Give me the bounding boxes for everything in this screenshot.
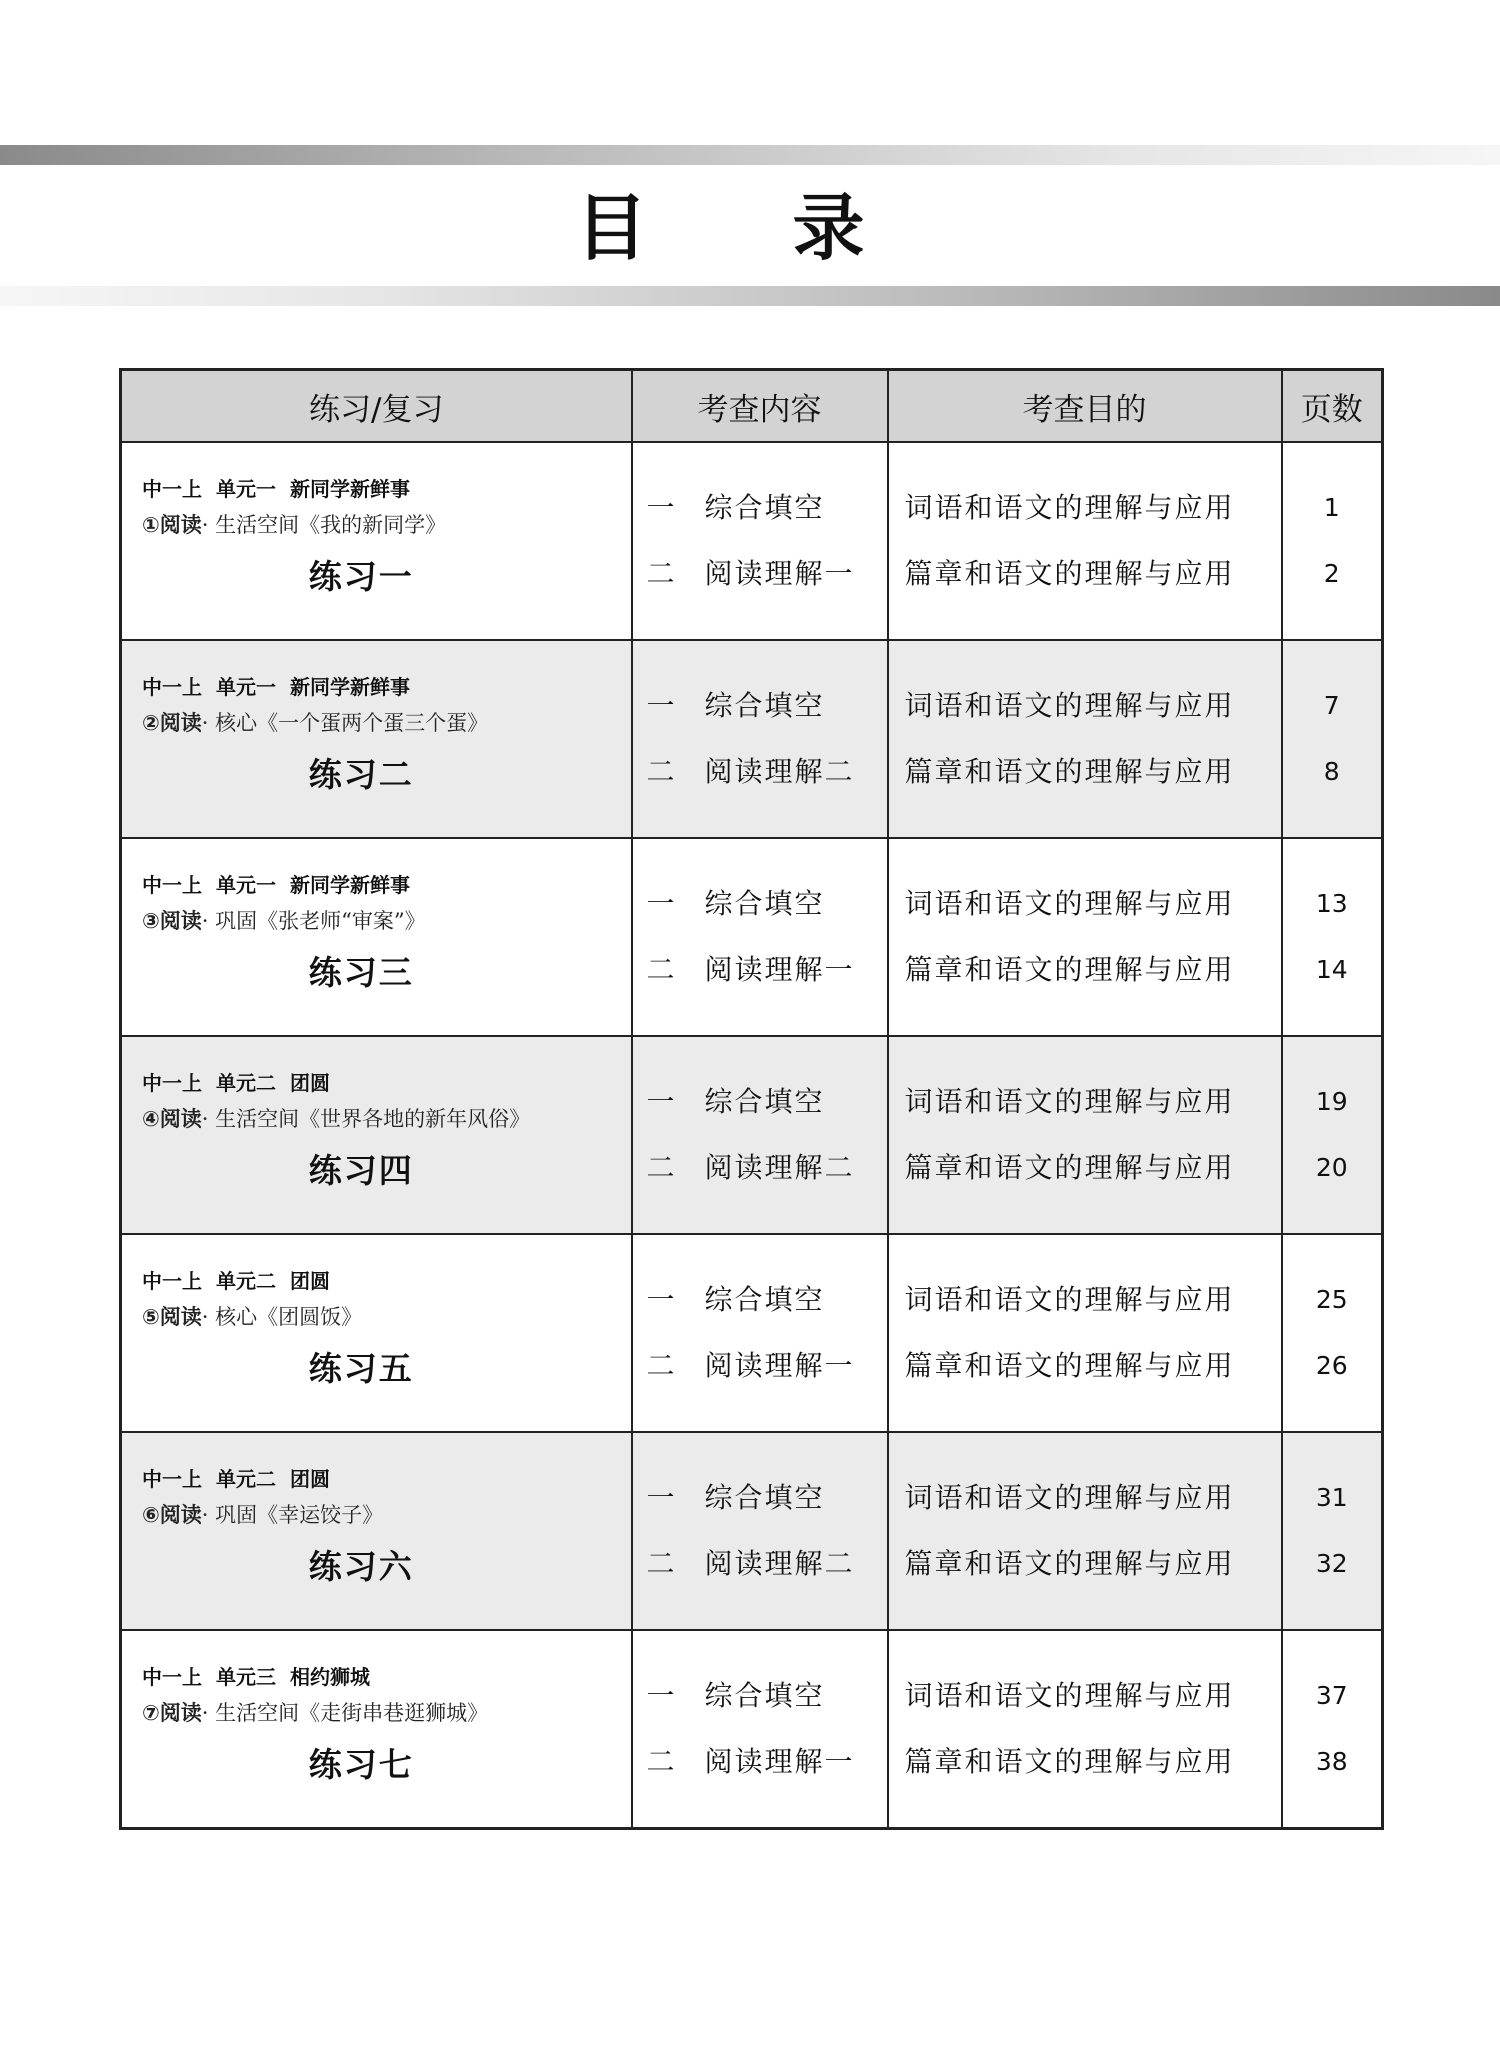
toc-header-row (121, 370, 1383, 443)
unit-line (142, 870, 631, 900)
exercise-cell (121, 1432, 632, 1630)
unit-theme: 新同学新鲜事 (290, 675, 410, 699)
unit-grade: 中一上 (142, 1269, 202, 1293)
reading-label: ①阅读 (142, 513, 202, 537)
content-number: 一 (646, 491, 677, 524)
content-item (647, 1729, 887, 1795)
purpose-text: 篇章和语文的理解与应用 (904, 953, 1235, 986)
unit-grade: 中一上 (142, 1071, 202, 1095)
unit-theme: 团圆 (290, 1269, 330, 1293)
reading-label: ⑦阅读 (142, 1701, 202, 1725)
content-item (647, 1135, 887, 1201)
purpose-cell (888, 1234, 1282, 1432)
toc-body (121, 442, 1383, 1829)
purpose-text: 篇章和语文的理解与应用 (904, 1349, 1235, 1382)
page-title: 目 录 (575, 186, 925, 270)
content-text: 综合填空 (704, 887, 825, 920)
content-text: 阅读理解二 (704, 1547, 855, 1580)
reading-text: · 核心《团圆饭》 (201, 1305, 363, 1329)
content-text: 综合填空 (704, 689, 825, 722)
unit-line (142, 474, 631, 504)
content-text: 综合填空 (704, 491, 825, 524)
page-cell (1282, 1036, 1383, 1234)
unit-number: 单元二 (216, 1269, 276, 1293)
exercise-cell (121, 1630, 632, 1829)
purpose-text: 词语和语文的理解与应用 (904, 1679, 1235, 1712)
content-text: 阅读理解二 (704, 1151, 855, 1184)
content-number: 一 (646, 1679, 677, 1712)
unit-line (142, 1068, 631, 1098)
content-text: 阅读理解一 (704, 1745, 855, 1778)
unit-theme: 团圆 (290, 1467, 330, 1491)
purpose-cell (888, 442, 1282, 640)
reading-line (142, 702, 631, 744)
content-number: 一 (646, 887, 677, 920)
unit-grade: 中一上 (142, 477, 202, 501)
unit-grade: 中一上 (142, 675, 202, 699)
content-item (647, 1069, 887, 1135)
content-number: 一 (646, 1085, 677, 1118)
header-content: 考查内容 (632, 370, 888, 443)
page-number[interactable]: 13 (1315, 889, 1348, 918)
content-text: 综合填空 (704, 1481, 825, 1514)
content-number: 二 (646, 1151, 677, 1184)
content-item (647, 673, 887, 739)
purpose-text: 词语和语文的理解与应用 (904, 689, 1235, 722)
exercise-title[interactable]: 练习五 (308, 1349, 414, 1388)
reading-line (142, 900, 631, 942)
content-item (647, 1267, 887, 1333)
unit-number: 单元一 (216, 873, 276, 897)
exercise-title[interactable]: 练习七 (308, 1745, 414, 1784)
reading-line (142, 1296, 631, 1338)
content-text: 综合填空 (704, 1085, 825, 1118)
page-number[interactable]: 25 (1315, 1285, 1348, 1314)
content-number: 二 (646, 1349, 677, 1382)
header-exercise: 练习/复习 (121, 370, 632, 443)
page-number[interactable]: 20 (1315, 1153, 1348, 1182)
content-text: 综合填空 (704, 1679, 825, 1712)
content-item (647, 475, 887, 541)
content-item (647, 739, 887, 805)
exercise-cell (121, 1234, 632, 1432)
purpose-cell (888, 1036, 1282, 1234)
purpose-cell (888, 640, 1282, 838)
content-number: 一 (646, 1481, 677, 1514)
content-cell (632, 640, 888, 838)
unit-number: 单元三 (216, 1665, 276, 1689)
purpose-cell (888, 838, 1282, 1036)
content-text: 阅读理解二 (704, 755, 855, 788)
reading-line (142, 504, 631, 546)
page-cell (1282, 838, 1383, 1036)
purpose-text: 词语和语文的理解与应用 (904, 1481, 1235, 1514)
unit-line (142, 1464, 631, 1494)
content-cell (632, 1234, 888, 1432)
unit-number: 单元一 (216, 675, 276, 699)
content-text: 阅读理解一 (704, 557, 855, 590)
exercise-title[interactable]: 练习四 (308, 1151, 414, 1190)
content-number: 二 (646, 557, 677, 590)
page-cell (1282, 1630, 1383, 1829)
reading-text: · 巩固《幸运饺子》 (201, 1503, 384, 1527)
unit-line (142, 1662, 631, 1692)
exercise-title[interactable]: 练习三 (308, 953, 414, 992)
content-item (647, 1465, 887, 1531)
unit-theme: 新同学新鲜事 (290, 477, 410, 501)
unit-grade: 中一上 (142, 873, 202, 897)
reading-text: · 核心《一个蛋两个蛋三个蛋》 (201, 711, 489, 735)
content-item (647, 1531, 887, 1597)
unit-number: 单元一 (216, 477, 276, 501)
page-cell (1282, 1234, 1383, 1432)
exercise-title[interactable]: 练习二 (308, 755, 414, 794)
content-text: 阅读理解一 (704, 1349, 855, 1382)
purpose-text: 词语和语文的理解与应用 (904, 1085, 1235, 1118)
unit-grade: 中一上 (142, 1665, 202, 1689)
header-band-bottom (0, 286, 1500, 306)
content-number: 二 (646, 755, 677, 788)
exercise-cell (121, 640, 632, 838)
content-number: 一 (646, 1283, 677, 1316)
unit-theme: 相约狮城 (290, 1665, 370, 1689)
content-item (647, 1333, 887, 1399)
page-number[interactable]: 8 (1323, 757, 1340, 786)
content-number: 二 (646, 1547, 677, 1580)
reading-label: ⑥阅读 (142, 1503, 202, 1527)
reading-label: ③阅读 (142, 909, 202, 933)
page-cell (1282, 640, 1383, 838)
content-item (647, 871, 887, 937)
toc-row[interactable] (121, 640, 1383, 838)
toc-row[interactable] (121, 1036, 1383, 1234)
toc-row[interactable] (121, 1432, 1383, 1630)
purpose-cell (888, 1630, 1282, 1829)
page-number[interactable]: 37 (1315, 1681, 1348, 1710)
purpose-text: 篇章和语文的理解与应用 (904, 1151, 1235, 1184)
reading-label: ⑤阅读 (142, 1305, 202, 1329)
reading-text: · 生活空间《走街串巷逛狮城》 (201, 1701, 489, 1725)
content-item (647, 937, 887, 1003)
content-cell (632, 442, 888, 640)
reading-text: · 巩固《张老师“审案”》 (201, 909, 426, 933)
header-purpose: 考查目的 (888, 370, 1282, 443)
page-number[interactable]: 7 (1323, 691, 1340, 720)
toc-row[interactable] (121, 838, 1383, 1036)
purpose-text: 篇章和语文的理解与应用 (904, 1547, 1235, 1580)
purpose-text: 词语和语文的理解与应用 (904, 491, 1235, 524)
page-cell (1282, 442, 1383, 640)
unit-number: 单元二 (216, 1071, 276, 1095)
unit-line (142, 1266, 631, 1296)
page-number[interactable]: 2 (1323, 559, 1340, 588)
unit-theme: 团圆 (290, 1071, 330, 1095)
content-text: 综合填空 (704, 1283, 825, 1316)
content-item (647, 541, 887, 607)
page-number[interactable]: 26 (1315, 1351, 1348, 1380)
content-number: 二 (646, 953, 677, 986)
reading-line (142, 1494, 631, 1536)
page-number[interactable]: 1 (1323, 493, 1340, 522)
toc-row[interactable] (121, 442, 1383, 640)
content-cell (632, 838, 888, 1036)
toc-row[interactable] (121, 1630, 1383, 1829)
unit-number: 单元二 (216, 1467, 276, 1491)
reading-line (142, 1692, 631, 1734)
reading-label: ④阅读 (142, 1107, 202, 1131)
toc-table (119, 368, 1384, 1830)
exercise-cell (121, 838, 632, 1036)
page-number[interactable]: 14 (1315, 955, 1348, 984)
purpose-text: 词语和语文的理解与应用 (904, 887, 1235, 920)
content-text: 阅读理解一 (704, 953, 855, 986)
exercise-title[interactable]: 练习一 (308, 557, 414, 596)
content-number: 一 (646, 689, 677, 722)
page-number[interactable]: 38 (1315, 1747, 1348, 1776)
exercise-cell (121, 442, 632, 640)
content-item (647, 1663, 887, 1729)
header-pages: 页数 (1282, 370, 1383, 443)
unit-theme: 新同学新鲜事 (290, 873, 410, 897)
content-number: 二 (646, 1745, 677, 1778)
exercise-cell (121, 1036, 632, 1234)
header-band-top (0, 145, 1500, 165)
exercise-title[interactable]: 练习六 (308, 1547, 414, 1586)
unit-grade: 中一上 (142, 1467, 202, 1491)
purpose-text: 词语和语文的理解与应用 (904, 1283, 1235, 1316)
reading-text: · 生活空间《世界各地的新年风俗》 (201, 1107, 531, 1131)
reading-text: · 生活空间《我的新同学》 (201, 513, 447, 537)
reading-label: ②阅读 (142, 711, 202, 735)
reading-line (142, 1098, 631, 1140)
content-cell (632, 1432, 888, 1630)
purpose-text: 篇章和语文的理解与应用 (904, 1745, 1235, 1778)
purpose-cell (888, 1432, 1282, 1630)
page-cell (1282, 1432, 1383, 1630)
content-cell (632, 1036, 888, 1234)
page-number[interactable]: 32 (1315, 1549, 1348, 1578)
purpose-text: 篇章和语文的理解与应用 (904, 557, 1235, 590)
page-number[interactable]: 31 (1315, 1483, 1348, 1512)
purpose-text: 篇章和语文的理解与应用 (904, 755, 1235, 788)
toc-row[interactable] (121, 1234, 1383, 1432)
unit-line (142, 672, 631, 702)
page-number[interactable]: 19 (1315, 1087, 1348, 1116)
content-cell (632, 1630, 888, 1829)
